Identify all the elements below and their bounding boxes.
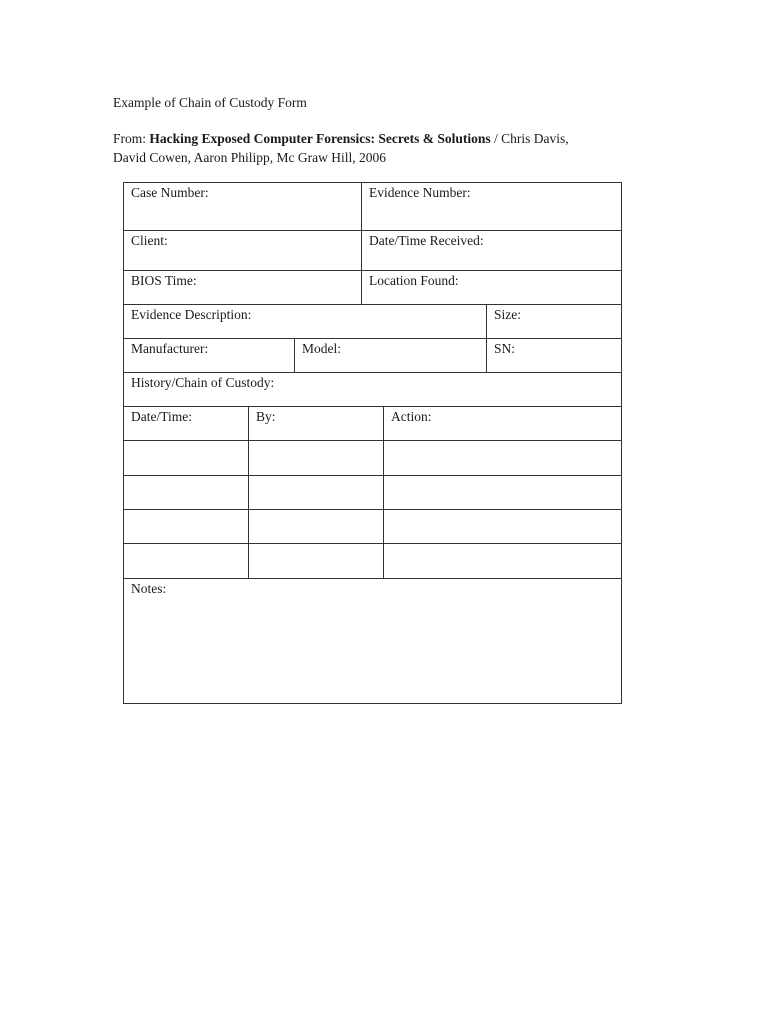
evidence-number-cell[interactable]	[361, 183, 621, 230]
authors-line-2: David Cowen, Aaron Philipp, Mc Graw Hill, 2006	[113, 150, 386, 165]
custody-date-time-header	[124, 407, 248, 440]
custody-action-cell[interactable]	[383, 441, 621, 475]
case-number-label: Case Number:	[131, 185, 209, 200]
form-row-history	[124, 372, 621, 406]
form-row-notes	[124, 578, 621, 703]
notes-cell[interactable]	[124, 579, 621, 703]
custody-entry-row	[124, 509, 621, 543]
source-citation	[113, 129, 643, 167]
size-cell[interactable]	[486, 305, 621, 338]
bios-time-cell[interactable]	[124, 271, 361, 304]
evidence-description-label: Evidence Description:	[131, 307, 252, 322]
custody-action-label: Action:	[391, 409, 432, 424]
custody-entry-row	[124, 440, 621, 475]
sn-cell[interactable]	[486, 339, 621, 372]
custody-by-cell[interactable]	[248, 510, 383, 543]
form-row-bios	[124, 270, 621, 304]
history-cell	[124, 373, 621, 406]
model-cell[interactable]	[294, 339, 486, 372]
manufacturer-cell[interactable]	[124, 339, 294, 372]
source-separator: /	[490, 131, 502, 146]
custody-date-time-cell[interactable]	[124, 441, 248, 475]
size-label: Size:	[494, 307, 521, 322]
authors-line-1: Chris Davis,	[501, 131, 569, 146]
history-label: History/Chain of Custody:	[131, 375, 275, 390]
date-time-received-cell[interactable]	[361, 231, 621, 270]
notes-label: Notes:	[131, 581, 167, 596]
form-row-client	[124, 230, 621, 270]
bios-time-label: BIOS Time:	[131, 273, 197, 288]
evidence-description-cell[interactable]	[124, 305, 486, 338]
evidence-number-label: Evidence Number:	[369, 185, 471, 200]
custody-by-label: By:	[256, 409, 276, 424]
custody-by-cell[interactable]	[248, 544, 383, 578]
location-found-cell[interactable]	[361, 271, 621, 304]
custody-action-cell[interactable]	[383, 544, 621, 578]
client-label: Client:	[131, 233, 168, 248]
custody-action-header	[383, 407, 621, 440]
custody-entry-row	[124, 475, 621, 509]
form-row-description	[124, 304, 621, 338]
case-number-cell[interactable]	[124, 183, 361, 230]
custody-date-time-cell[interactable]	[124, 476, 248, 509]
custody-entry-row	[124, 543, 621, 578]
custody-by-header	[248, 407, 383, 440]
sn-label: SN:	[494, 341, 516, 356]
custody-by-cell[interactable]	[248, 476, 383, 509]
custody-date-time-label: Date/Time:	[131, 409, 193, 424]
custody-date-time-cell[interactable]	[124, 544, 248, 578]
client-cell[interactable]	[124, 231, 361, 270]
source-prefix: From:	[113, 131, 150, 146]
manufacturer-label: Manufacturer:	[131, 341, 209, 356]
custody-action-cell[interactable]	[383, 510, 621, 543]
date-time-received-label: Date/Time Received:	[369, 233, 484, 248]
location-found-label: Location Found:	[369, 273, 459, 288]
custody-action-cell[interactable]	[383, 476, 621, 509]
chain-of-custody-form	[123, 182, 622, 704]
form-row-case	[124, 183, 621, 230]
custody-date-time-cell[interactable]	[124, 510, 248, 543]
form-row-device	[124, 338, 621, 372]
model-label: Model:	[302, 341, 341, 356]
custody-by-cell[interactable]	[248, 441, 383, 475]
page-heading: Example of Chain of Custody Form	[113, 95, 307, 110]
book-title: Hacking Exposed Computer Forensics: Secrets & Solutions	[149, 131, 491, 146]
custody-header-row	[124, 406, 621, 440]
